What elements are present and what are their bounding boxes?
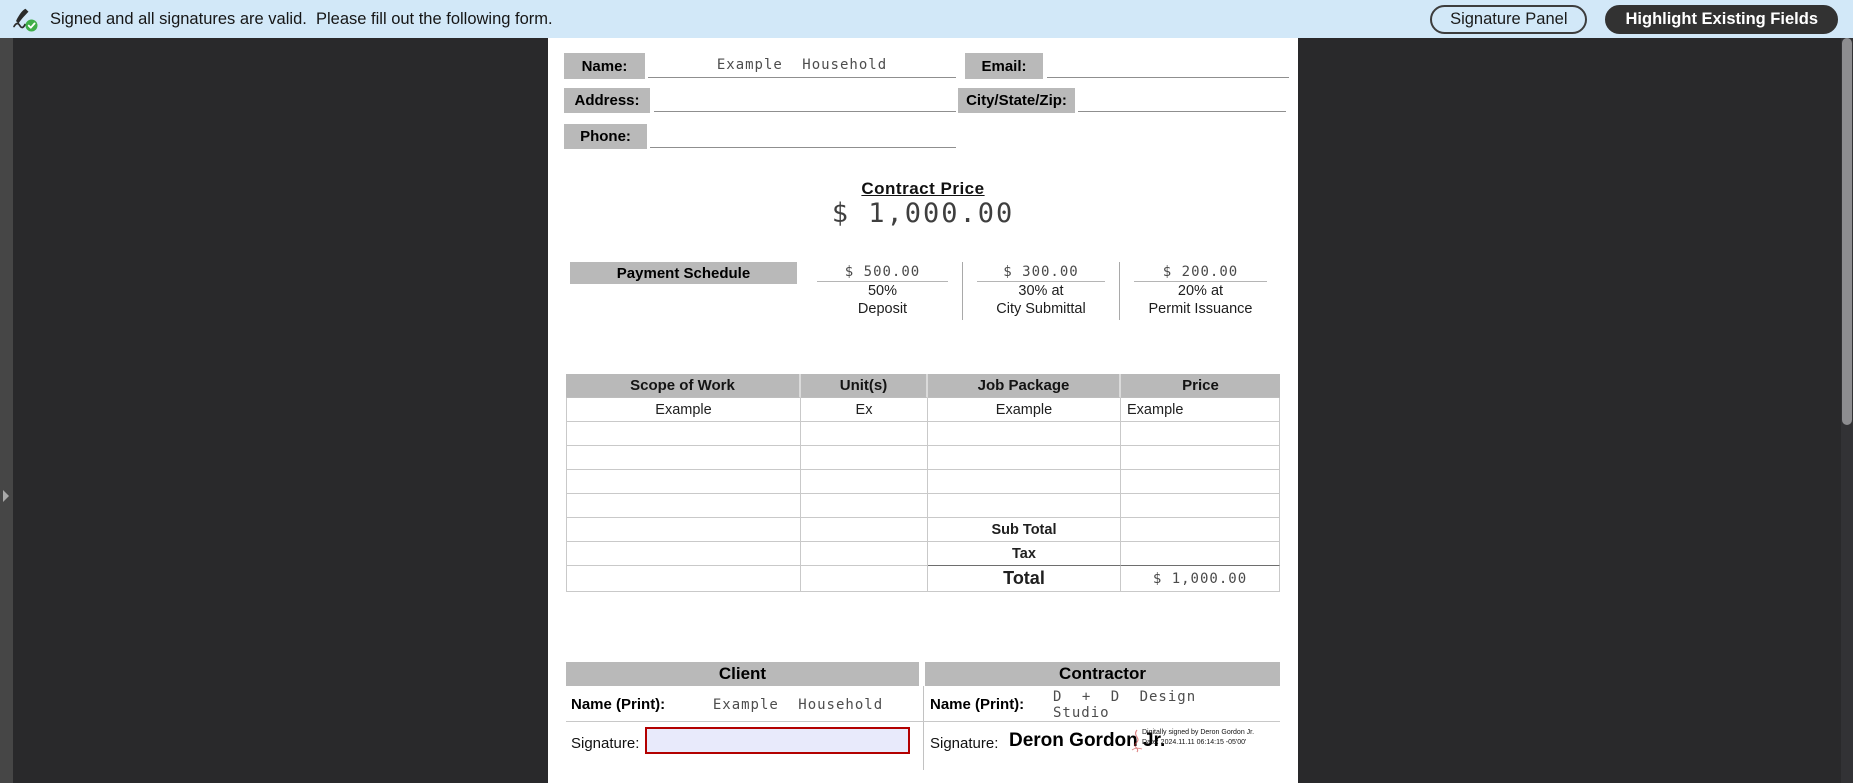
col-header-price: Price xyxy=(1121,374,1280,398)
table-row xyxy=(566,470,1280,494)
city-submittal-percent: 30% at xyxy=(1018,283,1064,299)
subtotal-value-field[interactable] xyxy=(1121,518,1280,542)
payment-col-deposit xyxy=(803,262,962,320)
client-signature-label: Signature: xyxy=(571,735,640,752)
contractor-signature-value[interactable]: Deron Gordon Jr. xyxy=(1009,730,1166,751)
col-header-units: Unit(s) xyxy=(801,374,928,398)
client-name-print-label: Name (Print): xyxy=(571,696,666,713)
contract-price-title: Contract Price xyxy=(861,179,985,198)
signature-valid-icon xyxy=(12,6,38,32)
scope-cell-field[interactable] xyxy=(566,446,801,470)
client-name-field[interactable]: Example Household xyxy=(712,697,884,713)
client-signature-field[interactable] xyxy=(645,727,910,754)
client-header: Client xyxy=(566,662,919,686)
permit-issuance-amount-field[interactable]: $ 200.00 xyxy=(1134,262,1267,282)
job-package-cell-field[interactable] xyxy=(928,494,1121,518)
pdf-page xyxy=(548,38,1298,783)
job-package-cell-field[interactable] xyxy=(928,470,1121,494)
signature-panel-button[interactable]: Signature Panel xyxy=(1430,5,1587,34)
table-row xyxy=(566,494,1280,518)
signature-status-message: Signed and all signatures are valid. Please fill out the following form. xyxy=(50,9,553,28)
price-cell-field[interactable] xyxy=(1121,470,1280,494)
email-field[interactable] xyxy=(1047,53,1289,78)
units-cell-field[interactable] xyxy=(801,446,928,470)
scope-cell-field[interactable]: Example xyxy=(566,398,801,422)
digital-signature-note-line2: Date: 2024.11.11 06:14:15 -05'00' xyxy=(1142,738,1247,746)
message-bar-buttons xyxy=(1430,0,1838,38)
contractor-header: Contractor xyxy=(925,662,1280,686)
digital-signature-note xyxy=(1142,728,1282,747)
document-message-bar xyxy=(0,0,1853,38)
table-row xyxy=(566,446,1280,470)
permit-issuance-percent: 20% at xyxy=(1177,283,1224,299)
tax-row xyxy=(566,542,1280,566)
chevron-right-icon xyxy=(3,490,9,502)
scope-cell-field[interactable] xyxy=(566,494,801,518)
contractor-signature-label: Signature: xyxy=(930,735,999,752)
units-cell-field[interactable] xyxy=(801,494,928,518)
table-row xyxy=(566,398,1280,422)
subtotal-row xyxy=(566,518,1280,542)
col-header-job-package: Job Package xyxy=(928,374,1121,398)
units-cell-field[interactable] xyxy=(801,422,928,446)
total-row xyxy=(566,566,1280,592)
payment-col-permit-issuance xyxy=(1119,262,1281,320)
table-row xyxy=(566,422,1280,446)
scope-of-work-table xyxy=(566,374,1280,592)
contractor-name-print-label: Name (Print): xyxy=(930,696,1025,713)
permit-issuance-milestone: Permit Issuance xyxy=(1148,301,1253,317)
city-state-zip-label: City/State/Zip: xyxy=(958,88,1075,113)
name-label: Name: xyxy=(564,53,645,79)
address-field[interactable] xyxy=(654,88,956,112)
navigation-pane-strip xyxy=(0,38,13,783)
job-package-cell-field[interactable] xyxy=(928,446,1121,470)
col-header-scope: Scope of Work xyxy=(566,374,801,398)
price-cell-field[interactable]: Example xyxy=(1121,398,1280,422)
scope-cell-field[interactable] xyxy=(566,470,801,494)
vertical-scrollbar[interactable] xyxy=(1841,38,1853,783)
scrollbar-thumb[interactable] xyxy=(1842,38,1852,425)
name-field[interactable]: Example Household xyxy=(648,53,956,78)
address-label: Address: xyxy=(564,88,650,113)
phone-field[interactable] xyxy=(650,124,956,148)
city-submittal-milestone: City Submittal xyxy=(996,301,1086,317)
digital-signature-note-line1: Digitally signed by Deron Gordon Jr. xyxy=(1142,729,1255,736)
job-package-cell-field[interactable]: Example xyxy=(928,398,1121,422)
highlight-existing-fields-button[interactable]: Highlight Existing Fields xyxy=(1605,5,1838,34)
price-cell-field[interactable] xyxy=(1121,446,1280,470)
deposit-milestone: Deposit xyxy=(857,301,908,317)
city-submittal-amount-field[interactable]: $ 300.00 xyxy=(977,262,1105,282)
price-cell-field[interactable] xyxy=(1121,494,1280,518)
signature-row-divider xyxy=(566,721,1280,722)
payment-col-city-submittal xyxy=(962,262,1119,320)
payment-schedule-columns xyxy=(803,262,1281,320)
units-cell-field[interactable]: Ex xyxy=(801,398,928,422)
payment-schedule-header: Payment Schedule xyxy=(570,262,797,284)
contract-price-amount[interactable]: $ 1,000.00 xyxy=(831,198,1015,229)
table-header-row xyxy=(566,374,1280,398)
price-cell-field[interactable] xyxy=(1121,422,1280,446)
document-canvas xyxy=(13,38,1841,783)
city-state-zip-field[interactable] xyxy=(1078,88,1286,112)
subtotal-label: Sub Total xyxy=(928,518,1121,542)
email-label: Email: xyxy=(965,53,1043,79)
job-package-cell-field[interactable] xyxy=(928,422,1121,446)
tax-label: Tax xyxy=(928,542,1121,566)
contractor-name-field[interactable]: D + D Design Studio xyxy=(1053,689,1197,721)
deposit-percent: 50% xyxy=(867,283,898,299)
total-label: Total xyxy=(928,566,1121,592)
expand-nav-pane-toggle[interactable] xyxy=(3,490,11,502)
deposit-amount-field[interactable]: $ 500.00 xyxy=(817,262,948,282)
tax-value-field[interactable] xyxy=(1121,542,1280,566)
signature-column-divider xyxy=(923,686,924,770)
total-value-field[interactable]: $ 1,000.00 xyxy=(1121,566,1280,592)
units-cell-field[interactable] xyxy=(801,470,928,494)
phone-label: Phone: xyxy=(564,124,647,149)
scope-cell-field[interactable] xyxy=(566,422,801,446)
